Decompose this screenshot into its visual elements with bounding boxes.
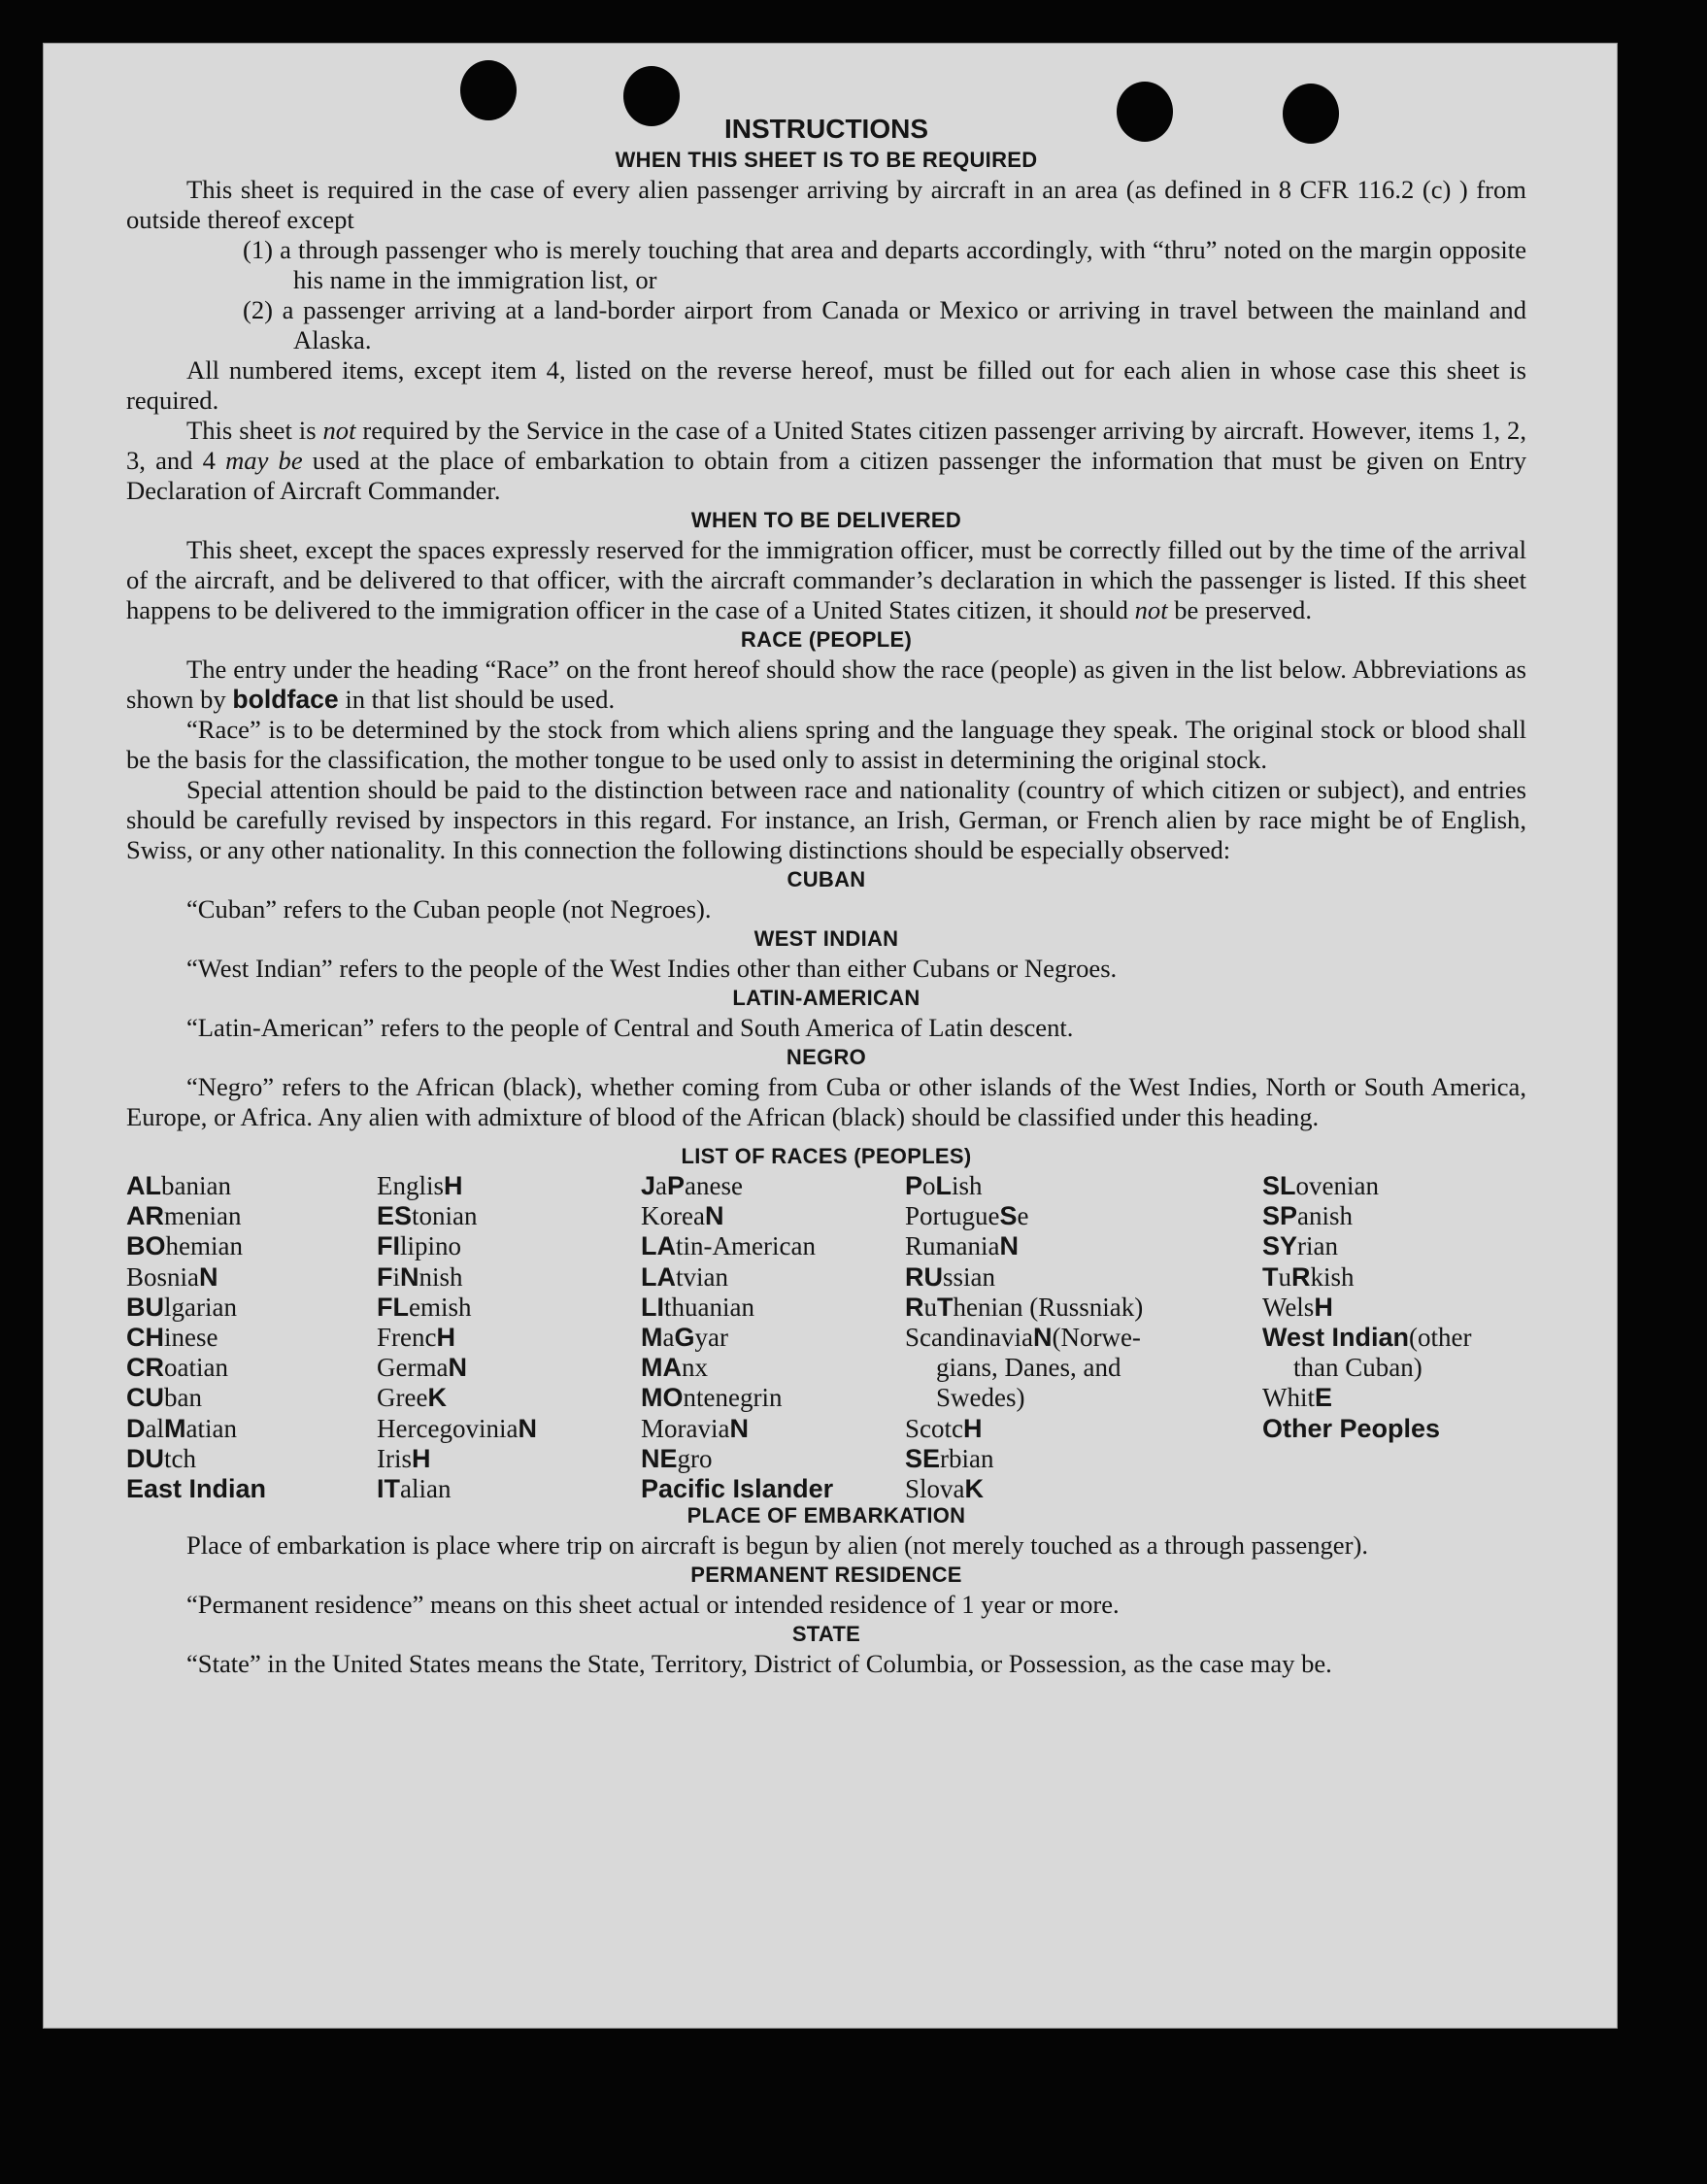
races-list bbox=[126, 1171, 1526, 1504]
heading-cuban: CUBAN bbox=[787, 867, 866, 891]
race-entry: gians, Danes, and bbox=[936, 1353, 1121, 1383]
race-entry: EnglisH bbox=[377, 1171, 463, 1200]
race-entry: ScotcH bbox=[905, 1413, 983, 1443]
race-entry: West Indian(other bbox=[1262, 1323, 1472, 1353]
race-entry: FiNnish bbox=[377, 1261, 463, 1292]
race-entry: BUlgarian bbox=[126, 1292, 237, 1322]
heading-negro: NEGRO bbox=[786, 1045, 867, 1069]
race-entry: RuThenian (Russniak) bbox=[905, 1292, 1144, 1322]
race-entry: SYrian bbox=[1262, 1231, 1339, 1261]
race-entry: MaGyar bbox=[641, 1323, 728, 1353]
race-entry: TuRkish bbox=[1262, 1261, 1355, 1292]
race-entry: ScandinaviaN(Norwe- bbox=[905, 1323, 1141, 1353]
heading-west-indian: WEST INDIAN bbox=[753, 926, 899, 951]
race-entry: RUssian bbox=[905, 1261, 995, 1292]
race-entry: KoreaN bbox=[641, 1201, 724, 1231]
races-column bbox=[905, 1171, 1143, 1504]
race-entry: CRoatian bbox=[126, 1353, 228, 1383]
race-entry: than Cuban) bbox=[1293, 1353, 1422, 1383]
page-title: INSTRUCTIONS bbox=[724, 114, 928, 144]
race-entry: PortugueSe bbox=[905, 1201, 1029, 1231]
race-entry: GreeK bbox=[377, 1383, 447, 1413]
race-entry: MAnx bbox=[641, 1353, 708, 1383]
paragraph: “Cuban” refers to the Cuban people (not Negroes). bbox=[186, 894, 712, 924]
paragraph: All numbered items, except item 4, listed on the reverse hereof, must be filled out for each alien in whose case this sheet is required. bbox=[126, 355, 1526, 415]
heading-when-delivered: WHEN TO BE DELIVERED bbox=[690, 508, 962, 532]
race-entry: MOntenegrin bbox=[641, 1383, 783, 1413]
race-entry: WhitE bbox=[1262, 1383, 1333, 1413]
race-entry: DalMatian bbox=[126, 1413, 237, 1443]
paragraph: “Race” is to be determined by the stock from which aliens spring and the language they speak. The original stock or blood shall be the basis for the classification, the mother tongue to be used only to assist in determining the original stock. bbox=[126, 715, 1526, 774]
race-entry: NEgro bbox=[641, 1443, 713, 1473]
paragraph: This sheet is not required by the Service in the case of a United States citizen passenger arriving by aircraft. However, items 1, 2, 3, and 4 may be used at the place of embarkation to obtain from a citizen passenger the information that must be given on Entry Declaration of Aircraft Commander. bbox=[126, 416, 1527, 505]
races-column bbox=[641, 1171, 833, 1504]
race-entry: FIlipino bbox=[377, 1231, 462, 1261]
race-entry: MoraviaN bbox=[641, 1413, 749, 1443]
list-item: (1) a through passenger who is merely touching that area and departs accordingly, with “thru” noted on the margin opposite his name in the immigration list, or bbox=[243, 235, 1526, 294]
race-entry: WelsH bbox=[1262, 1292, 1333, 1322]
heading-residence: PERMANENT RESIDENCE bbox=[690, 1562, 962, 1587]
paragraph: This sheet, except the spaces expressly reserved for the immigration officer, must be correctly filled out by the time of the arrival of the aircraft, and be delivered to that officer, with the aircraft commander’s declaration in which the passenger is listed. If this sheet happens to be delivered to the immigration officer in the case of a United States citizen, it should not be preserved. bbox=[126, 535, 1526, 624]
races-column bbox=[1262, 1171, 1472, 1444]
race-entry: LIthuanian bbox=[641, 1292, 754, 1322]
race-entry: DUtch bbox=[126, 1443, 196, 1473]
paragraph: Place of embarkation is place where trip on aircraft is begun by alien (not merely touched as a through passenger). bbox=[186, 1530, 1368, 1560]
race-entry: ALbanian bbox=[126, 1171, 231, 1200]
race-entry: SPanish bbox=[1262, 1201, 1354, 1231]
race-entry: EStonian bbox=[377, 1201, 478, 1231]
heading-embarkation: PLACE OF EMBARKATION bbox=[686, 1503, 966, 1528]
race-entry: FLemish bbox=[377, 1292, 472, 1322]
race-entry: Pacific Islander bbox=[641, 1474, 834, 1504]
races-column bbox=[126, 1171, 266, 1504]
heading-list-of-races: LIST OF RACES (PEOPLES) bbox=[681, 1144, 972, 1168]
race-entry: ITalian bbox=[377, 1474, 452, 1504]
paragraph: This sheet is required in the case of every alien passenger arriving by aircraft in an area (as defined in 8 CFR 116.2 (c) ) from outside thereof except bbox=[126, 175, 1526, 234]
paragraph: The entry under the heading “Race” on the front hereof should show the race (people) as given in the list below. Abbreviations as shown by boldface in that list should be used. bbox=[126, 655, 1526, 714]
race-entry: LAtin-American bbox=[641, 1231, 816, 1261]
race-entry: RumaniaN bbox=[905, 1231, 1019, 1261]
paragraph: “West Indian” refers to the people of the West Indies other than either Cubans or Negroes. bbox=[186, 954, 1118, 983]
race-entry: JaPanese bbox=[641, 1171, 743, 1200]
race-entry: CHinese bbox=[126, 1323, 218, 1353]
heading-race: RACE (PEOPLE) bbox=[740, 627, 913, 652]
document-sheet bbox=[43, 43, 1618, 2029]
paragraph: Special attention should be paid to the distinction between race and nationality (country of which citizen or subject), and entries should be carefully revised by inspectors in this regard. For instance, an Irish, German, or French alien by race might be of English, Swiss, or any other nationality. In this connection the following distinctions should be especially observed: bbox=[126, 775, 1526, 864]
race-entry: East Indian bbox=[126, 1474, 267, 1504]
race-entry: SLovenian bbox=[1262, 1171, 1379, 1200]
heading-latin-american: LATIN-AMERICAN bbox=[732, 986, 920, 1010]
race-entry: PoLish bbox=[905, 1171, 983, 1200]
race-entry: CUban bbox=[126, 1383, 202, 1413]
race-entry: BOhemian bbox=[126, 1231, 243, 1261]
list-item: (2) a passenger arriving at a land-border airport from Canada or Mexico or arriving in travel between the mainland and Alaska. bbox=[243, 295, 1526, 354]
paragraph: “Latin-American” refers to the people of Central and South America of Latin descent. bbox=[186, 1013, 1074, 1042]
race-entry: Other Peoples bbox=[1262, 1413, 1441, 1443]
race-entry: IrisH bbox=[377, 1443, 431, 1473]
race-entry: FrencH bbox=[377, 1323, 455, 1353]
heading-when-required: WHEN THIS SHEET IS TO BE REQUIRED bbox=[615, 148, 1038, 172]
race-entry: HercegoviniaN bbox=[377, 1413, 537, 1443]
race-entry: SErbian bbox=[905, 1443, 994, 1473]
paragraph: “Negro” refers to the African (black), whether coming from Cuba or other islands of the West Indies, North or South America, Europe, or Africa. Any alien with admixture of blood of the African (black) should be classified under this heading. bbox=[126, 1072, 1526, 1131]
race-entry: Swedes) bbox=[936, 1383, 1025, 1413]
instructions-body bbox=[126, 101, 1526, 1679]
paragraph: “Permanent residence” means on this sheet actual or intended residence of 1 year or more. bbox=[186, 1590, 1120, 1619]
races-column bbox=[377, 1171, 537, 1504]
race-entry: BosniaN bbox=[126, 1261, 218, 1292]
race-entry: ARmenian bbox=[126, 1201, 242, 1231]
heading-state: STATE bbox=[791, 1622, 861, 1646]
race-entry: LAtvian bbox=[641, 1261, 728, 1292]
race-entry: GermaN bbox=[377, 1353, 467, 1383]
paragraph: “State” in the United States means the State, Territory, District of Columbia, or Possession, as the case may be. bbox=[186, 1649, 1332, 1678]
race-entry: SlovaK bbox=[905, 1474, 985, 1504]
